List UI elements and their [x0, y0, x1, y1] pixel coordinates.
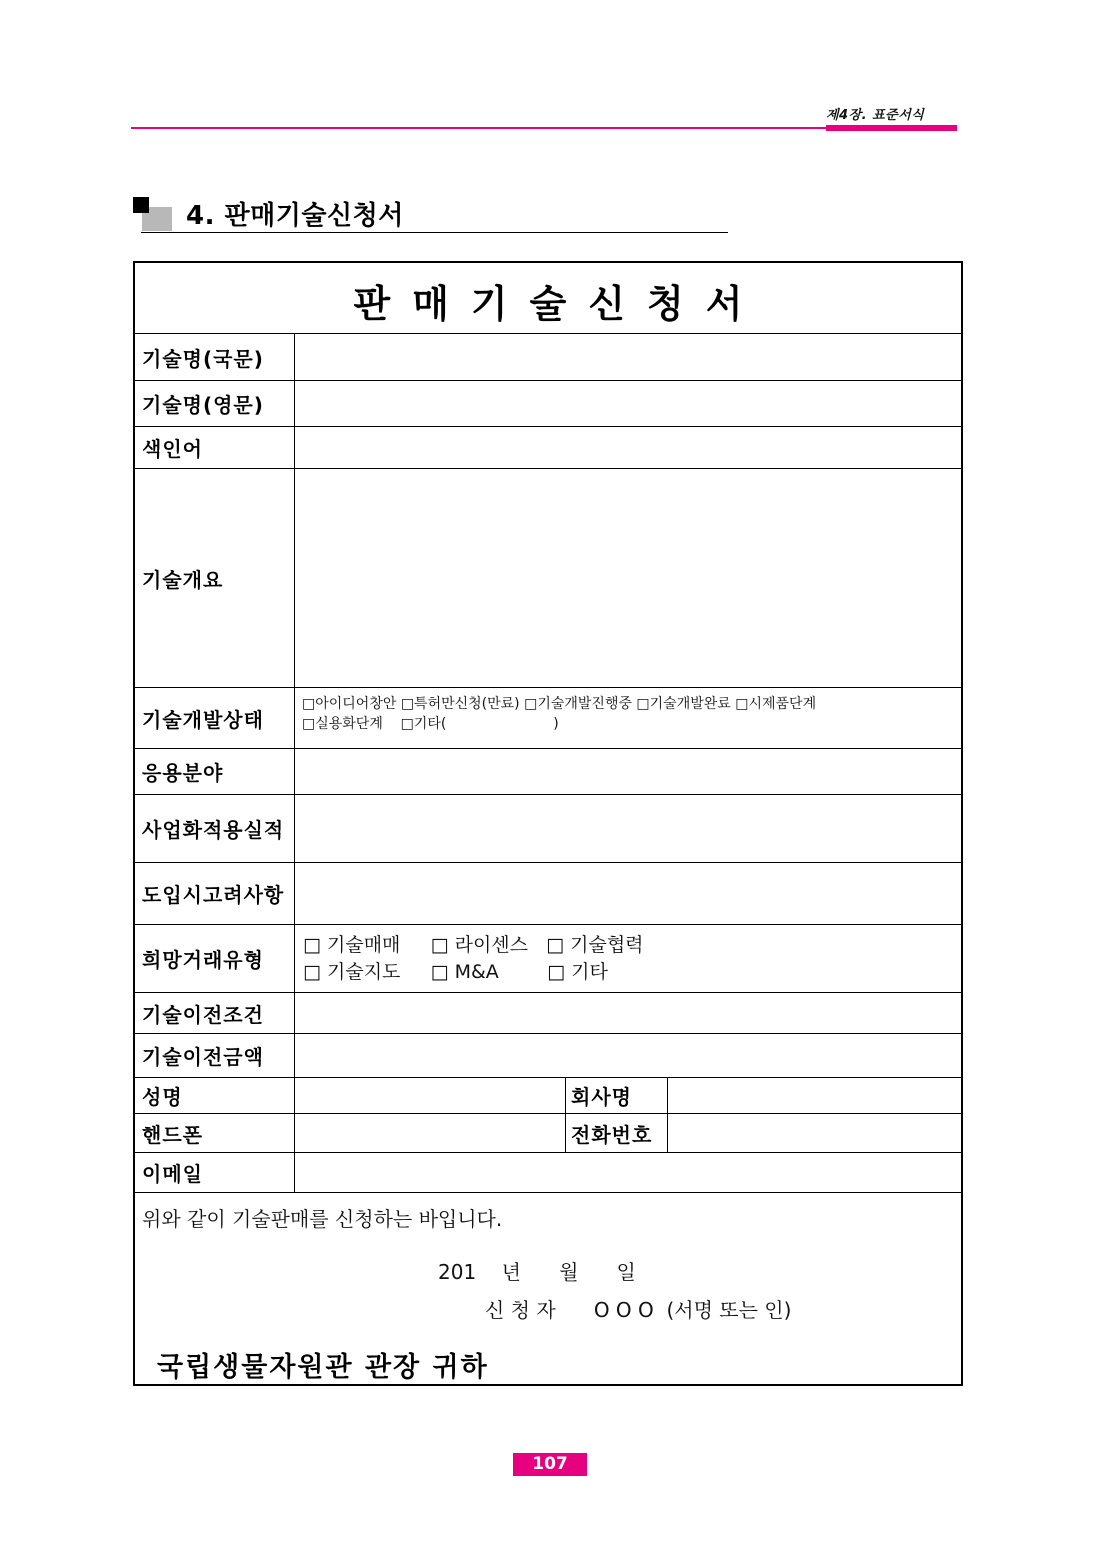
field-tech-name-kr[interactable]	[295, 334, 961, 380]
row-tech-name-en	[135, 380, 961, 426]
row-transfer-terms	[135, 992, 961, 1033]
field-application[interactable]	[295, 749, 961, 794]
field-transfer-terms[interactable]	[295, 993, 961, 1033]
label-business-record: 사업화적용실적	[135, 795, 295, 862]
declaration-date: 201 년 월 일	[438, 1260, 636, 1284]
field-company[interactable]	[668, 1078, 961, 1113]
label-mobile: 핸드폰	[135, 1114, 295, 1152]
field-dev-status[interactable]	[295, 688, 961, 748]
deal-type-options-line2[interactable]: □ 기술지도 □ M&A □ 기타	[303, 961, 608, 983]
row-keywords	[135, 426, 961, 468]
dev-status-options-line2[interactable]: □실용화단계 □기타( )	[302, 716, 559, 732]
field-summary[interactable]	[295, 469, 961, 687]
label-transfer-terms: 기술이전조건	[135, 993, 295, 1033]
row-considerations	[135, 862, 961, 924]
label-tech-name-en: 기술명(영문)	[135, 381, 295, 426]
field-transfer-amount[interactable]	[295, 1034, 961, 1077]
declaration-section	[135, 1192, 961, 1384]
field-keywords[interactable]	[295, 427, 961, 468]
deal-type-options-line1[interactable]: □ 기술매매 □ 라이센스 □ 기술협력	[303, 934, 644, 956]
declaration-applicant: 신 청 자 O O O (서명 또는 인)	[485, 1298, 792, 1322]
row-application	[135, 748, 961, 794]
row-dev-status	[135, 687, 961, 748]
field-considerations[interactable]	[295, 863, 961, 924]
label-keywords: 색인어	[135, 427, 295, 468]
field-email[interactable]	[295, 1153, 961, 1192]
row-business-record	[135, 794, 961, 862]
declaration-statement: 위와 같이 기술판매를 신청하는 바입니다.	[142, 1207, 503, 1231]
row-name-company	[135, 1077, 961, 1113]
label-transfer-amount: 기술이전금액	[135, 1034, 295, 1077]
row-email	[135, 1152, 961, 1192]
label-phone: 전화번호	[565, 1114, 668, 1152]
field-tech-name-en[interactable]	[295, 381, 961, 426]
label-summary: 기술개요	[135, 469, 295, 687]
declaration-addressee: 국립생물자원관 관장 귀하	[157, 1352, 489, 1383]
dev-status-options-line1[interactable]: □아이디어창안 □특허만신청(만료) □기술개발진행중 □기술개발완료 □시제품단계	[302, 696, 817, 712]
row-transfer-amount	[135, 1033, 961, 1077]
field-phone[interactable]	[668, 1114, 961, 1152]
label-deal-type: 희망거래유형	[135, 925, 295, 992]
label-email: 이메일	[135, 1153, 295, 1192]
label-application: 응용분야	[135, 749, 295, 794]
section-bullet-icon	[133, 197, 173, 233]
label-company: 회사명	[565, 1078, 668, 1113]
header-accent-bar	[826, 125, 957, 131]
row-deal-type	[135, 924, 961, 992]
label-name: 성명	[135, 1078, 295, 1113]
row-tech-name-kr	[135, 333, 961, 380]
label-dev-status: 기술개발상태	[135, 688, 295, 748]
field-business-record[interactable]	[295, 795, 961, 862]
page-number: 107	[513, 1453, 587, 1476]
chapter-header: 제4장. 표준서식	[826, 108, 925, 123]
section-title: 4. 판매기술신청서	[186, 201, 404, 231]
application-form	[133, 261, 963, 1386]
label-considerations: 도입시고려사항	[135, 863, 295, 924]
field-deal-type[interactable]	[295, 925, 961, 992]
form-title: 판매기술신청서	[353, 282, 765, 326]
row-summary	[135, 468, 961, 687]
row-mobile-phone	[135, 1113, 961, 1152]
label-tech-name-kr: 기술명(국문)	[135, 334, 295, 380]
section-underline	[141, 232, 728, 233]
